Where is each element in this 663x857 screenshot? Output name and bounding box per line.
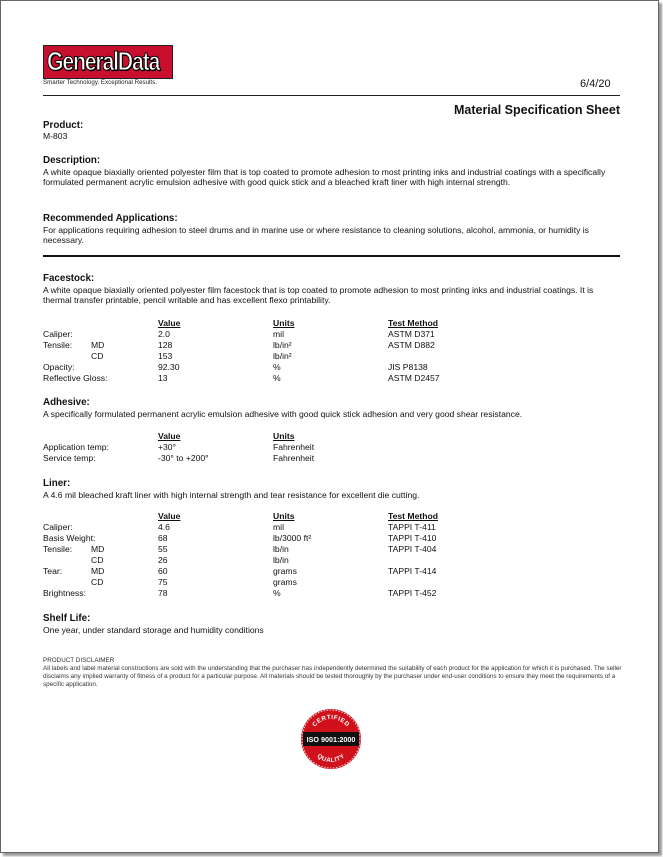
table-row <box>43 544 438 555</box>
table-header-row <box>43 431 388 442</box>
direction-label: MD <box>91 340 105 350</box>
table-row <box>43 362 440 373</box>
seal-top-text: CERTIFIED <box>311 713 351 729</box>
table-row <box>43 453 388 464</box>
column-header-test-method: Test Method <box>388 511 438 521</box>
test-method <box>388 577 438 588</box>
liner-text: A 4.6 mil bleached kraft liner with high internal strength and tear resistance for excellent die cutting. <box>43 490 420 500</box>
property-units: lb/in² <box>273 340 292 350</box>
direction-label: CD <box>91 577 104 587</box>
column-header-value: Value <box>158 431 181 441</box>
test-method: TAPPI T-452 <box>388 588 437 598</box>
column-header-test-method: Test Method <box>388 318 438 328</box>
direction-label: CD <box>91 351 104 361</box>
property-units: % <box>273 588 281 598</box>
test-method: ASTM D882 <box>388 340 435 350</box>
property-label: Tensile: <box>43 340 73 350</box>
table-row <box>43 588 438 599</box>
property-units: Fahrenheit <box>273 442 315 452</box>
property-label: Service temp: <box>43 453 96 463</box>
property-label: Opacity: <box>43 362 75 372</box>
property-units: grams <box>273 566 297 576</box>
disclaimer-heading: PRODUCT DISCLAIMER <box>43 657 115 664</box>
property-value: 55 <box>158 544 168 554</box>
property-value: 75 <box>158 577 168 587</box>
column-header-units: Units <box>273 431 295 441</box>
seal-middle-text: ISO 9001:2000 <box>306 735 356 744</box>
property-value: +30° <box>158 442 177 452</box>
property-units: lb/in <box>273 544 289 554</box>
liner-heading: Liner: <box>43 478 71 489</box>
test-method: JIS P8138 <box>388 362 428 372</box>
product-value: M-803 <box>43 131 68 141</box>
document-date: 6/4/20 <box>580 78 611 90</box>
property-label: Basis Weight: <box>43 533 96 543</box>
property-value: 68 <box>158 533 168 543</box>
direction-label <box>91 362 158 373</box>
table-row <box>43 351 440 362</box>
document-title: Material Specification Sheet <box>453 103 620 117</box>
applications-text: For applications requiring adhesion to steel drums and in marine use or where resistance to cleaning solutions, alcohol, ammonia, or humidity is necessary. <box>43 225 589 246</box>
direction-label: MD <box>91 566 105 576</box>
property-units: Fahrenheit <box>273 453 315 463</box>
test-method: TAPPI T-411 <box>388 522 436 532</box>
property-value: 26 <box>158 555 168 565</box>
direction-label <box>91 522 158 533</box>
table-header-row <box>43 511 438 522</box>
table-row <box>43 373 440 384</box>
product-heading: Product: <box>43 120 84 131</box>
table-row <box>43 442 388 453</box>
property-label <box>43 555 91 566</box>
header-rule <box>43 95 620 96</box>
facestock-table <box>43 318 440 384</box>
column-header-units: Units <box>273 318 295 328</box>
property-units: lb/in² <box>273 351 292 361</box>
facestock-text: A white opaque biaxially oriented polyester film facestock that is top coated to promote adhesion to most printing inks and industrial coatings. It is thermal transfer printable, pencil writable and has excellent flexo printability. <box>43 285 594 306</box>
column-header-value: Value <box>158 318 181 328</box>
table-row <box>43 566 438 577</box>
test-method: TAPPI T-414 <box>388 566 437 576</box>
property-label: Caliper: <box>43 522 73 532</box>
test-method <box>388 555 438 566</box>
property-units: lb/3000 ft² <box>273 533 312 543</box>
column-header-value: Value <box>158 511 181 521</box>
logo-tagline: Smarter Technology. Exceptional Results. <box>43 79 157 86</box>
direction-label <box>91 329 158 340</box>
test-method: TAPPI T-410 <box>388 533 437 543</box>
property-units: % <box>273 362 281 372</box>
disclaimer-text: All labels and label material constructions are sold with the understanding that the purchaser has independently determined the suitability of each product for the application for which it is purchased. The seller disclaims any implied warranty of fitness of a product for a particular purpose. All materials should be tested thoroughly by the purchaser under end-user conditions to ensure they meet the requirements of a specific application. <box>43 665 622 688</box>
property-units: mil <box>273 329 284 339</box>
test-method: TAPPI T-404 <box>388 544 437 554</box>
test-method <box>388 351 440 362</box>
property-value: 2.0 <box>158 329 170 339</box>
property-label <box>43 351 91 362</box>
property-units: % <box>273 373 281 383</box>
adhesive-heading: Adhesive: <box>43 397 90 408</box>
property-label: Reflective Gloss: <box>43 373 108 383</box>
property-value: 78 <box>158 588 168 598</box>
property-value: -30° to +200° <box>158 453 209 463</box>
column-header-units: Units <box>273 511 295 521</box>
property-label: Tensile: <box>43 544 73 554</box>
direction-label: CD <box>91 555 104 565</box>
property-units: grams <box>273 577 297 587</box>
property-label: Brightness: <box>43 588 86 598</box>
table-row <box>43 533 438 544</box>
property-units: mil <box>273 522 284 532</box>
property-value: 153 <box>158 351 173 361</box>
property-value: 92.30 <box>158 362 180 372</box>
section-rule <box>43 255 620 257</box>
description-heading: Description: <box>43 155 101 166</box>
seal-bottom-text: QUALITY <box>315 752 347 765</box>
property-label <box>43 577 91 588</box>
property-label: Application temp: <box>43 442 109 452</box>
table-row <box>43 329 440 340</box>
property-value: 13 <box>158 373 168 383</box>
facestock-heading: Facestock: <box>43 273 95 284</box>
property-label: Caliper: <box>43 329 73 339</box>
property-units: lb/in <box>273 555 289 565</box>
table-row <box>43 340 440 351</box>
property-value: 60 <box>158 566 168 576</box>
applications-heading: Recommended Applications: <box>43 213 178 224</box>
table-row <box>43 577 438 588</box>
table-header-row <box>43 318 440 329</box>
direction-label: MD <box>91 544 105 554</box>
test-method: ASTM D2457 <box>388 373 440 383</box>
shelf-life-heading: Shelf Life: <box>43 613 91 624</box>
iso-certification-seal <box>300 708 362 770</box>
test-method: ASTM D371 <box>388 329 435 339</box>
company-logo: GeneralData <box>47 46 160 76</box>
property-value: 128 <box>158 340 173 350</box>
shelf-life-text: One year, under standard storage and humidity conditions <box>43 625 264 635</box>
property-value: 4.6 <box>158 522 170 532</box>
table-row <box>43 555 438 566</box>
adhesive-text: A specifically formulated permanent acrylic emulsion adhesive with good quick stick adhesion and very good shear resistance. <box>43 409 523 419</box>
table-row <box>43 522 438 533</box>
direction-label <box>91 588 158 599</box>
liner-table <box>43 511 438 599</box>
adhesive-table <box>43 431 388 464</box>
property-label: Tear: <box>43 566 63 576</box>
description-text: A white opaque biaxially oriented polyester film that is top coated to promote adhesion to most printing inks and industrial coatings with a specifically formulated permanent acrylic emulsion adhesive with good quick stick and a bleached kraft liner with high internal strength. <box>43 167 606 188</box>
